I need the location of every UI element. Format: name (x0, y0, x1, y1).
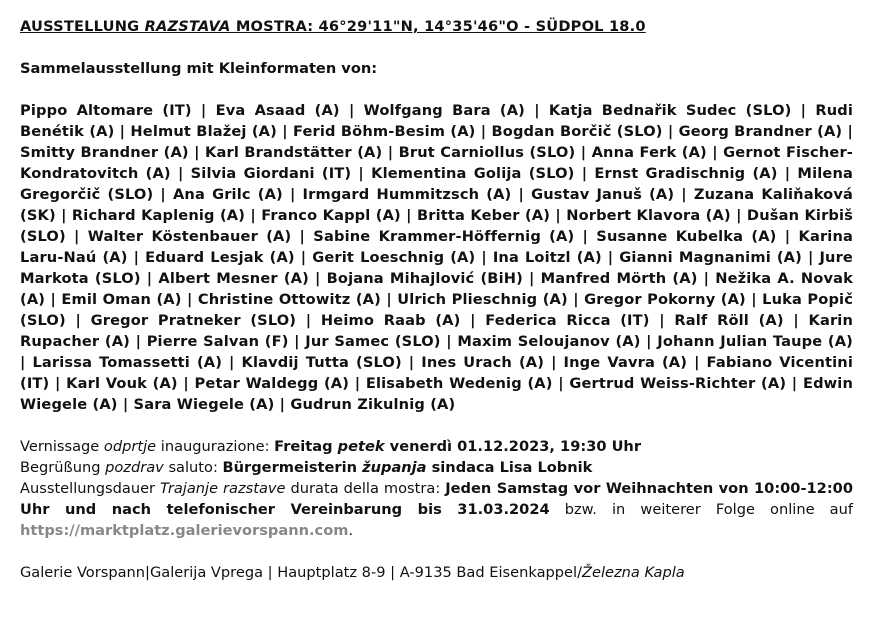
event-info (20, 436, 853, 541)
duration-line (20, 478, 853, 541)
artist-list: Pippo Altomare (IT) | Eva Asaad (A) | Wolfgang Bara (A) | Katja Bednařik Sudec (SLO) | Rudi Benétik (A) | Helmut Blažej (A) | Ferid Böhm-Besim (A) | Bogdan Borčič (SLO) | Georg Brandner (A) | Smitty Brandner (A) | Karl Brandstätter (A) | Brut Carniollus (SLO) | Anna Ferk (A) | Gernot Fischer-Kondratovitch (A) | Silvia Giordani (IT) | Klementina Golija (SLO) | Ernst Gradischnig (A) | Milena Gregorčič (SLO) | Ana Grilc (A) | Irmgard Hummitzsch (A) | Gustav Januš (A) | Zuzana Kaliňaková (SK) | Richard Kaplenig (A) | Franco Kappl (A) | Britta Keber (A) | Norbert Klavora (A) | Dušan Kirbiš (SLO) | Walter Köstenbauer (A) | Sabine Krammer-Höffernig (A) | Susanne Kubelka (A) | Karina Laru-Naú (A) | Eduard Lesjak (A) | Gerit Loeschnig (A) | Ina Loitzl (A) | Gianni Magnanimi (A) | Jure Markota (SLO) | Albert Mesner (A) | Bojana Mihajlović (BiH) | Manfred Mörth (A) | Nežika A. Novak (A) | Emil Oman (A) | Christine Ottowitz (A) | Ulrich Plieschnig (A) | Gregor Pokorny (A) | Luka Popič (SLO) | Gregor Pratneker (SLO) | Heimo Raab (A) | Federica Ricca (IT) | Ralf Röll (A) | Karin Rupacher (A) | Pierre Salvan (F) | Jur Samec (SLO) | Maxim Seloujanov (A) | Johann Julian Taupe (A) | Larissa Tomassetti (A) | Klavdij Tutta (SLO) | Ines Urach (A) | Inge Vavra (A) | Fabiano Vicentini (IT) | Karl Vouk (A) | Petar Waldegg (A) | Elisabeth Wedenig (A) | Gertrud Weiss-Richter (A) | Edwin Wiegele (A) | Sara Wiegele (A) | Gudrun Zikulnig (A) (20, 102, 853, 413)
vernissage-date-rest: venerdì 01.12.2023, 19:30 Uhr (384, 438, 642, 455)
footer-address (20, 562, 853, 583)
exhibition-title (20, 16, 853, 37)
duration-value: Jeden Samstag vor Weihnachten von 10:00-12:00 Uhr und nach telefonischer Vereinbarung bis 31.03.2024 (20, 480, 853, 518)
vernissage-date-de: Freitag (274, 438, 338, 455)
greeting-name-sl: županja (362, 459, 427, 476)
title-de: AUSSTELLUNG (20, 18, 145, 35)
vernissage-label-de: Vernissage (20, 438, 104, 455)
greeting-label-sl: pozdrav (105, 459, 164, 476)
gallery-address: Galerie Vorspann|Galerija Vprega | Hauptplatz 8-9 | A-9135 Bad Eisenkappel/ (20, 564, 582, 581)
vernissage-line (20, 436, 853, 457)
town-name-sl: Železna Kapla (582, 564, 685, 581)
greeting-name-rest: sindaca Lisa Lobnik (426, 459, 593, 476)
greeting-label-de: Begrüßung (20, 459, 106, 476)
duration-end: . (348, 522, 354, 539)
duration-label-de: Ausstellungsdauer (20, 480, 161, 497)
duration-label-it: durata della mostra: (285, 480, 446, 497)
vernissage-label-it: inaugurazione: (156, 438, 275, 455)
title-rest: MOSTRA: 46°29'11"N, 14°35'46"O - SÜDPOL 18.0 (230, 18, 646, 35)
greeting-name-de: Bürgermeisterin (222, 459, 363, 476)
vernissage-label-sl: odprtje (103, 438, 157, 455)
duration-suffix: bzw. in weiterer Folge online auf (549, 501, 853, 518)
title-sl: RAZSTAVA (144, 18, 231, 35)
greeting-line (20, 457, 853, 478)
vernissage-date-sl: petek (337, 438, 385, 455)
greeting-label-it: saluto: (163, 459, 223, 476)
subtitle: Sammelausstellung mit Kleinformaten von: (20, 60, 378, 77)
duration-label-sl: Trajanje razstave (160, 480, 286, 497)
online-shop-link[interactable]: https://marktplatz.galerievorspann.com (20, 522, 349, 539)
